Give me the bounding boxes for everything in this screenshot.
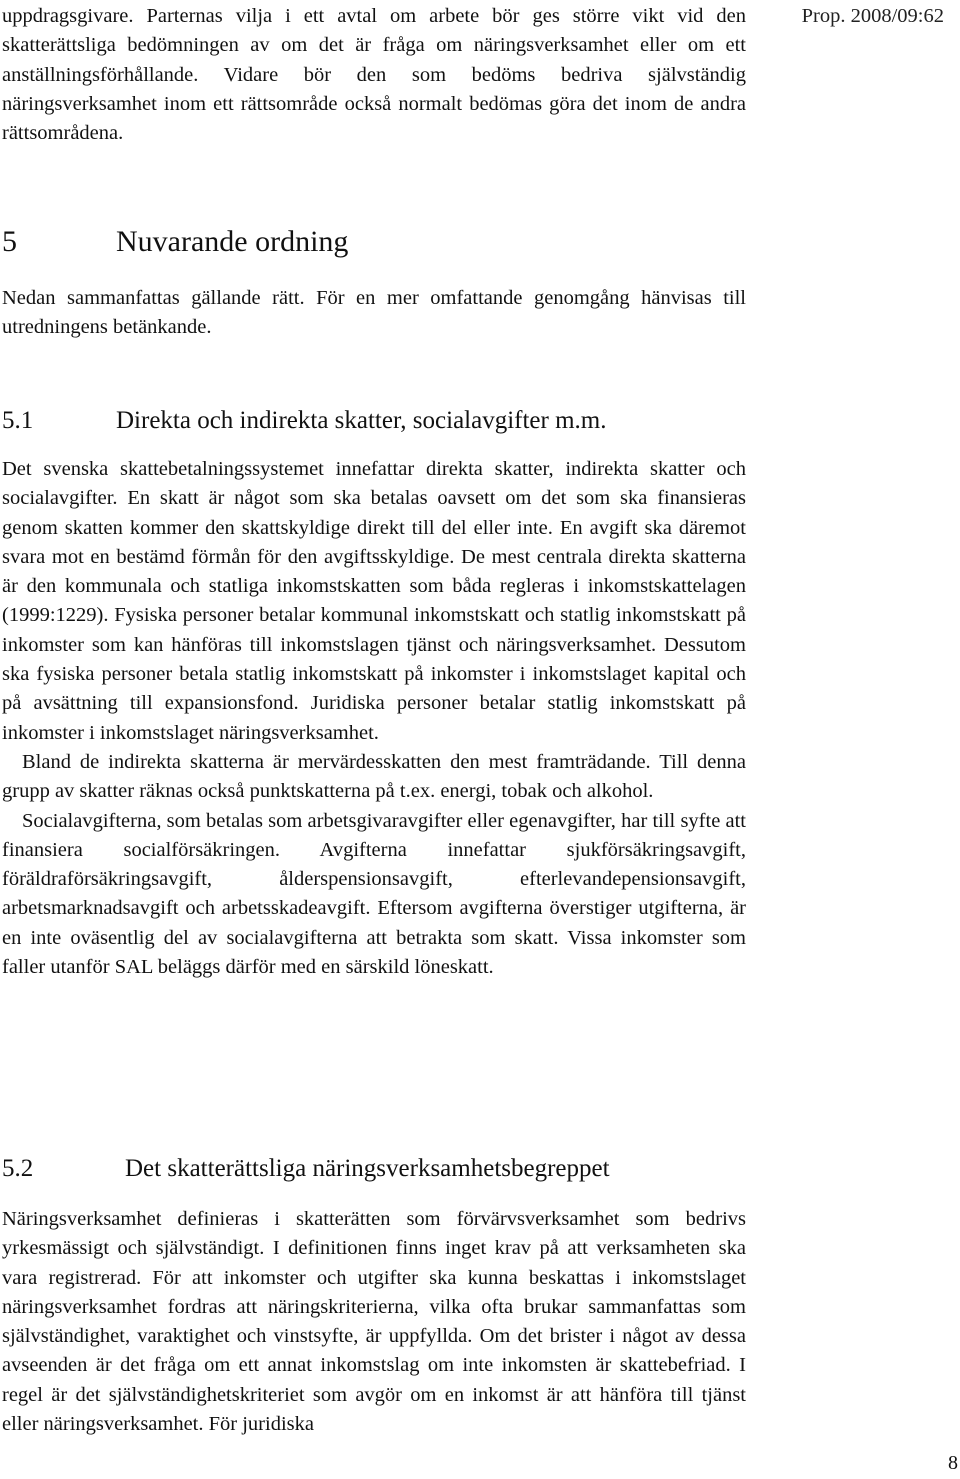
section-5-1-paragraph-2: Bland de indirekta skatterna är mervärdesskatten den mest framträdande. Till denna grupp av skatter räknas också punktskatterna på t.ex. energi, tobak och alkohol.: [2, 750, 746, 803]
section-5-2-body: [2, 1205, 746, 1439]
proposition-reference: Prop. 2008/09:62: [801, 5, 944, 27]
section-5-1-paragraph-1: Det svenska skattebetalningssystemet innefattar direkta skatter, indirekta skatter och socialavgifter. En skatt är något som ska betalas oavsett om det som ska finansieras genom skatten kommer den skattskyldige direkt till del eller inte. En avgift ska däremot svara mot en bestämd förmån för den avgiftsskyldige. De mest centrala direkta skatterna är den kommunala och statliga inkomstskatten som båda regleras i inkomstskattelagen (1999:1229). Fysiska personer betalar kommunal inkomstskatt och statlig inkomstskatt på inkomster som kan hänföras till inkomstslagen tjänst och näringsverksamhet. Dessutom ska fysiska personer betala statlig inkomstskatt på inkomster i inkomstslaget kapital och på avsättning till expansionsfond. Juridiska personer betalar statlig inkomstskatt på inkomster i inkomstslaget näringsverksamhet.: [2, 458, 746, 744]
section-5-1-heading: [2, 405, 607, 437]
section-5-2-number: 5.2: [2, 1155, 34, 1182]
section-5-2-title: Det skatterättsliga näringsverksamhetsbegreppet: [125, 1155, 610, 1182]
page-number: 8: [948, 1452, 958, 1474]
section-5-2-heading: [2, 1153, 610, 1185]
section-5-1-body: [2, 455, 746, 982]
section-5-heading: [2, 222, 348, 262]
section-5-body: [2, 284, 746, 343]
intro-paragraph: uppdragsgivare. Parternas vilja i ett avtal om arbete bör ges större vikt vid den skatterättsliga bedömningen av om det är fråga om näringsverksamhet eller om ett anställningsförhållande. Vidare bör den som bedöms bedriva självständig näringsverksamhet inom ett rättsområde också normalt bedömas göra det inom de andra rättsområdena.: [2, 5, 746, 145]
section-5-1-number: 5.1: [2, 407, 34, 434]
section-5-number: 5: [2, 225, 17, 258]
section-5-1-title: Direkta och indirekta skatter, socialavgifter m.m.: [116, 407, 607, 434]
section-5-paragraph: Nedan sammanfattas gällande rätt. För en mer omfattande genomgång hänvisas till utredningens betänkande.: [2, 287, 746, 339]
section-5-2-paragraph: Näringsverksamhet definieras i skatterätten som förvärvsverksamhet som bedrivs yrkesmässigt och självständigt. I definitionen finns inget krav på att verksamheten ska vara registrerad. För att inkomster och utgifter ska kunna beskattas i inkomstslaget näringsverksamhet fordras att näringskriterierna, vilka ofta brukar sammanfattas som självständighet, varaktighet och vinstsyfte, är uppfyllda. Om det brister i något av dessa avseenden är det fråga om ett annat inkomstslag om inte inkomsten är skattebefriad. I regel är det självständighetskriteriet som avgör om en inkomst är att hänföra till tjänst eller näringsverksamhet. För juridiska: [2, 1208, 746, 1436]
section-5-title: Nuvarande ordning: [116, 225, 349, 258]
section-5-1-paragraph-3: Socialavgifterna, som betalas som arbetsgivaravgifter eller egenavgifter, har till syfte att finansiera socialförsäkringen. Avgifterna innefattar sjukförsäkringsavgift, föräldraförsäkringsavgift, ålderspensionsavgift, efterlevandepensionsavgift, arbetsmarknadsavgift och arbetsskadeavgift. Eftersom avgifterna överstiger utgifterna, är en inte oväsentlig del av socialavgifterna att betrakta som skatt. Vissa inkomster som faller utanför SAL beläggs därför med en särskild löneskatt.: [2, 809, 746, 979]
intro-section: [2, 2, 746, 148]
